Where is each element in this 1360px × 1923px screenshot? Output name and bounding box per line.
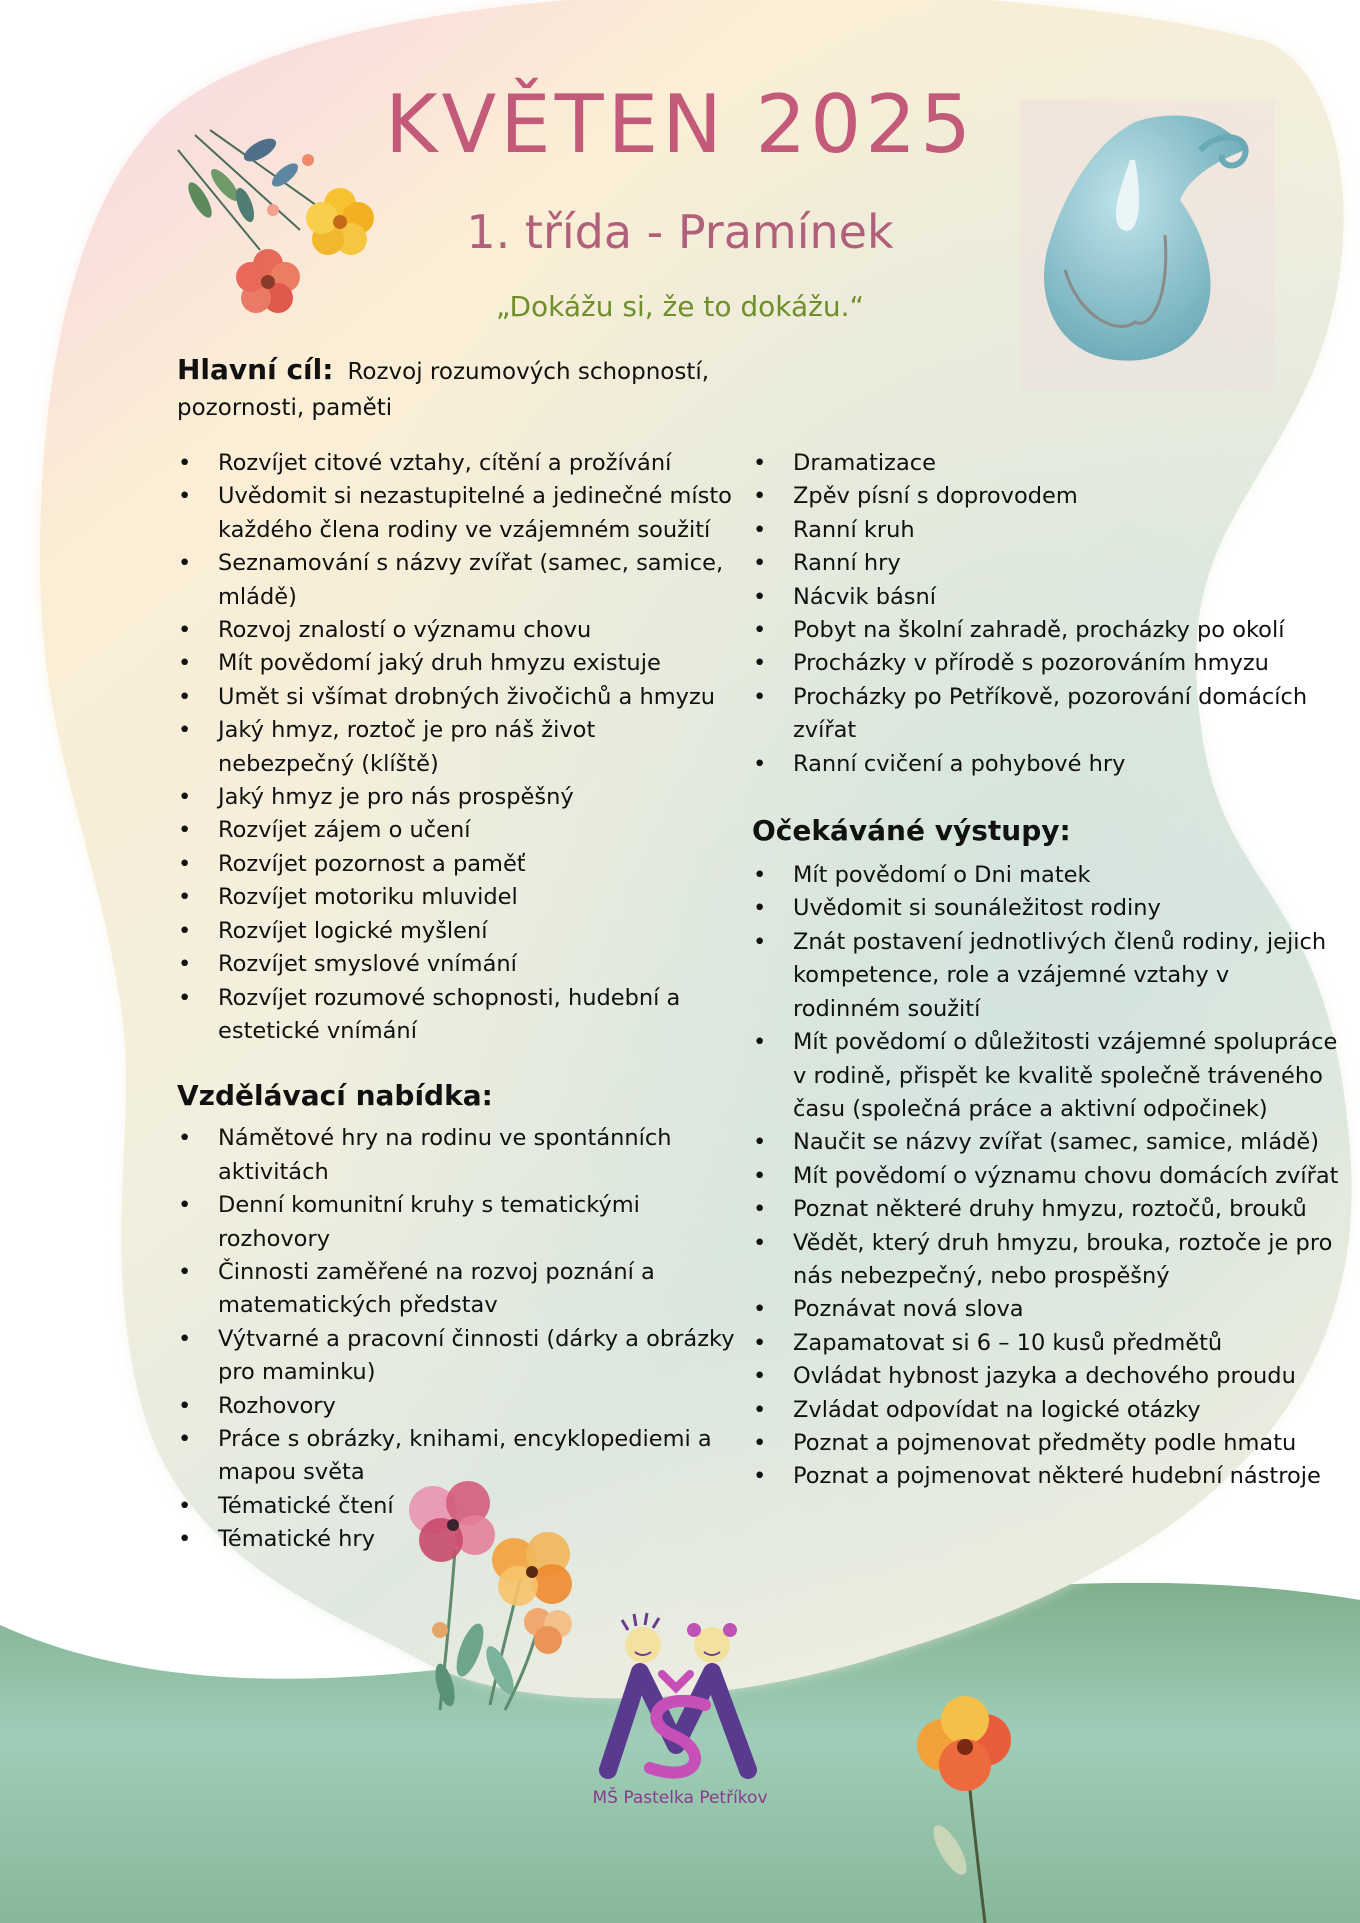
list-item: • Procházky v přírodě s pozorováním hmyzu xyxy=(752,647,1342,680)
list-item: • Rozvíjet citové vztahy, cítění a prožívání xyxy=(177,447,737,480)
list-item: • Denní komunitní kruhy s tematickými rozhovory xyxy=(177,1189,737,1256)
school-name: MŠ Pastelka Petříkov xyxy=(592,1788,768,1808)
outputs-list xyxy=(752,859,1342,1494)
list-item: • Rozvíjet smyslové vnímání xyxy=(177,948,737,981)
list-item: • Námětové hry na rodinu ve spontánních aktivitách xyxy=(177,1122,737,1189)
list-item: • Poznat některé druhy hmyzu, roztočů, brouků xyxy=(752,1193,1342,1226)
education-list-continued xyxy=(752,447,1342,781)
list-item: • Zpěv písní s doprovodem xyxy=(752,480,1342,513)
list-item: • Ranní kruh xyxy=(752,514,1342,547)
list-item: • Rozvíjet rozumové schopnosti, hudební a estetické vnímání xyxy=(177,982,737,1049)
main-goal-label: Hlavní cíl: xyxy=(177,353,334,386)
class-name: 1. třída - Pramínek xyxy=(466,205,894,259)
list-item: • Tématické hry xyxy=(177,1523,737,1556)
list-item: • Znát postavení jednotlivých členů rodiny, jejich kompetence, role a vzájemné vztahy v rodinném soužití xyxy=(752,926,1342,1026)
main-goal-text: Rozvoj rozumových schopností, pozornosti, paměti xyxy=(177,359,710,421)
left-column xyxy=(177,447,737,1557)
list-item: • Zvládat odpovídat na logické otázky xyxy=(752,1394,1342,1427)
list-item: • Mít povědomí o Dni matek xyxy=(752,859,1342,892)
list-item: • Výtvarné a pracovní činnosti (dárky a obrázky pro maminku) xyxy=(177,1323,737,1390)
list-item: • Rozvíjet zájem o učení xyxy=(177,814,737,847)
list-item: • Mít povědomí o důležitosti vzájemné spolupráce v rodině, přispět ke kvalitě společně tráveného času (společná práce a aktivní odpočinek) xyxy=(752,1026,1342,1126)
right-column xyxy=(752,447,1342,1494)
list-item: • Rozhovory xyxy=(177,1390,737,1423)
education-list xyxy=(177,1122,737,1556)
list-item: • Ovládat hybnost jazyka a dechového proudu xyxy=(752,1360,1342,1393)
list-item: • Uvědomit si sounáležitost rodiny xyxy=(752,892,1342,925)
list-item: • Uvědomit si nezastupitelné a jedinečné místo každého člena rodiny ve vzájemném soužití xyxy=(177,480,737,547)
list-item: • Rozvíjet motoriku mluvidel xyxy=(177,881,737,914)
page-title: KVĚTEN 2025 xyxy=(384,78,975,171)
list-item: • Dramatizace xyxy=(752,447,1342,480)
education-heading: Vzdělávací nabídka: xyxy=(177,1079,493,1113)
list-item: • Naučit se názvy zvířat (samec, samice, mládě) xyxy=(752,1126,1342,1159)
list-item: • Ranní cvičení a pohybové hry xyxy=(752,748,1342,781)
list-item: • Zapamatovat si 6 – 10 kusů předmětů xyxy=(752,1327,1342,1360)
list-item: • Rozvíjet pozornost a paměť xyxy=(177,848,737,881)
list-item: • Činnosti zaměřené na rozvoj poznání a matematických představ xyxy=(177,1256,737,1323)
outputs-heading: Očekáváné výstupy: xyxy=(752,814,1071,848)
list-item: • Nácvik básní xyxy=(752,581,1342,614)
list-item: • Práce s obrázky, knihami, encyklopediemi a mapou světa xyxy=(177,1423,737,1490)
list-item: • Seznamování s názvy zvířat (samec, samice, mládě) xyxy=(177,547,737,614)
goals-list xyxy=(177,447,737,1048)
list-item: • Pobyt na školní zahradě, procházky po okolí xyxy=(752,614,1342,647)
list-item: • Tématické čtení xyxy=(177,1490,737,1523)
list-item: • Mít povědomí jaký druh hmyzu existuje xyxy=(177,647,737,680)
list-item: • Mít povědomí o významu chovu domácích zvířat xyxy=(752,1160,1342,1193)
list-item: • Jaký hmyz je pro nás prospěšný xyxy=(177,781,737,814)
list-item: • Umět si všímat drobných živočichů a hmyzu xyxy=(177,681,737,714)
main-goal xyxy=(177,352,737,426)
list-item: • Rozvoj znalostí o významu chovu xyxy=(177,614,737,647)
list-item: • Ranní hry xyxy=(752,547,1342,580)
list-item: • Vědět, který druh hmyzu, brouka, roztoče je pro nás nebezpečný, nebo prospěšný xyxy=(752,1227,1342,1294)
list-item: • Poznat a pojmenovat některé hudební nástroje xyxy=(752,1460,1342,1493)
list-item: • Poznat a pojmenovat předměty podle hmatu xyxy=(752,1427,1342,1460)
list-item: • Jaký hmyz, roztoč je pro náš život nebezpečný (klíště) xyxy=(177,714,737,781)
motto: „Dokážu si, že to dokážu.“ xyxy=(495,290,865,323)
list-item: • Poznávat nová slova xyxy=(752,1293,1342,1326)
list-item: • Rozvíjet logické myšlení xyxy=(177,915,737,948)
list-item: • Procházky po Petříkově, pozorování domácích zvířat xyxy=(752,681,1342,748)
